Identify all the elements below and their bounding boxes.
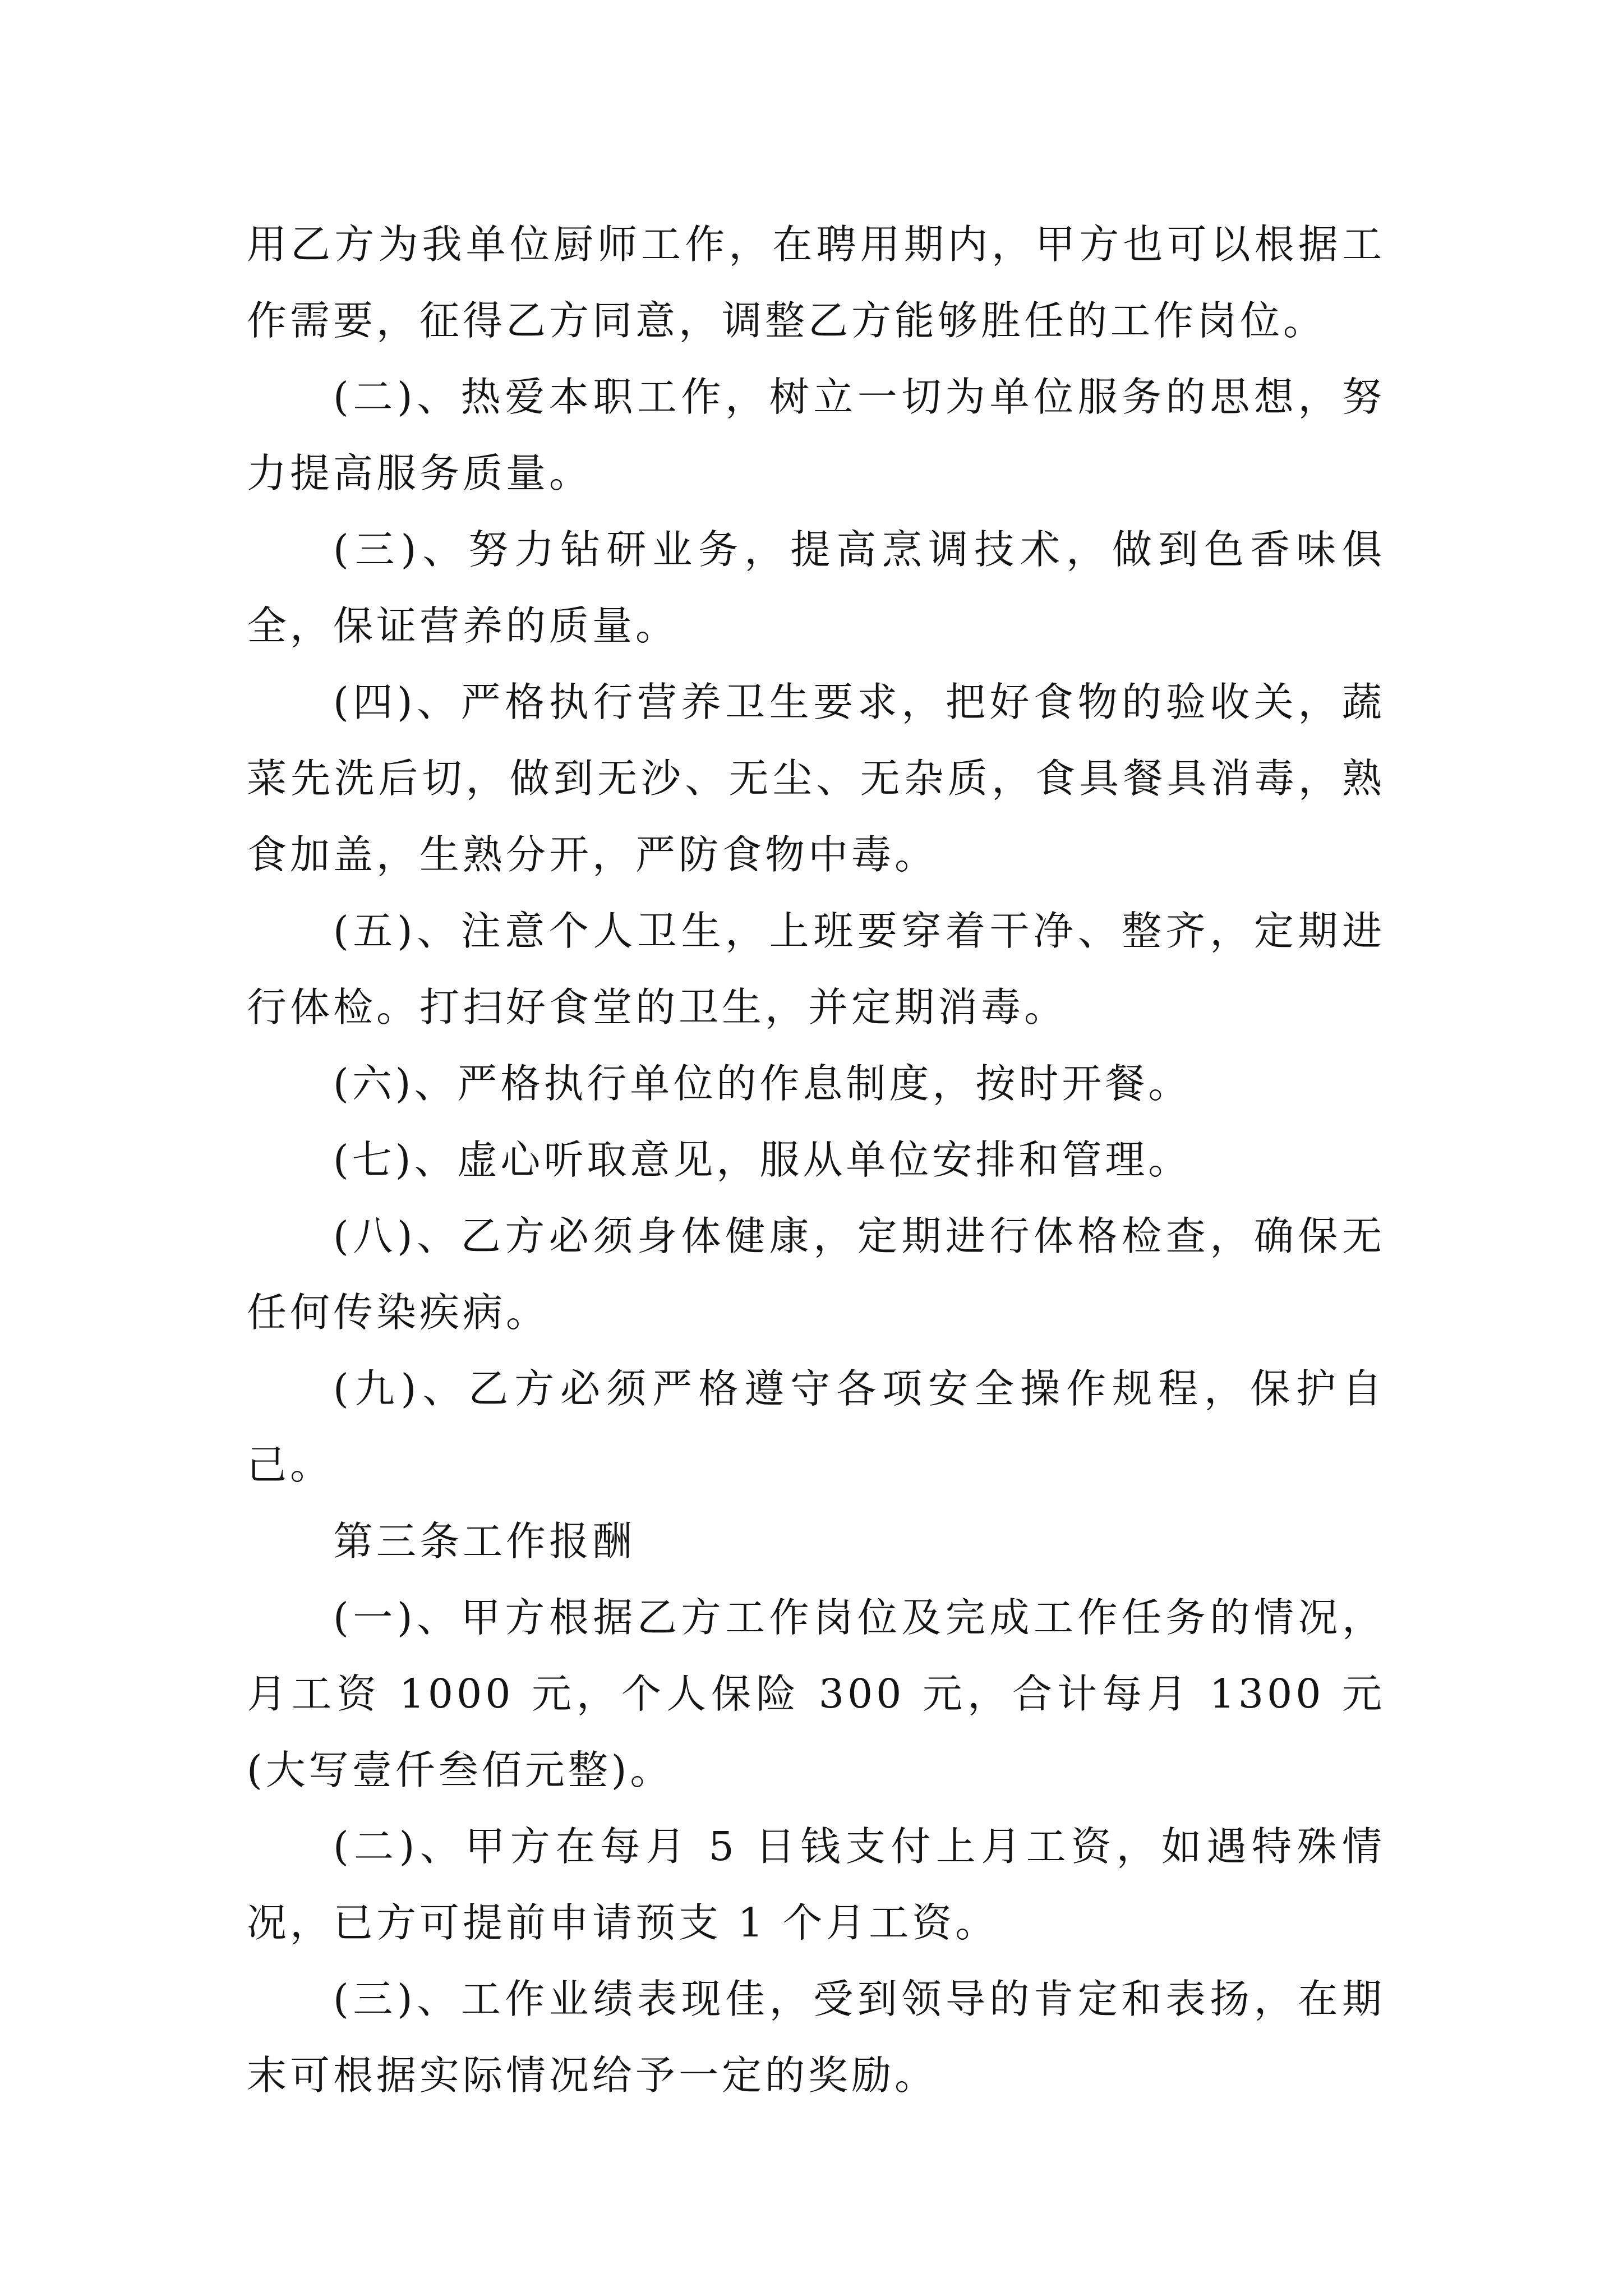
paragraph-clause-2-7: (七)、虚心听取意见，服从单位安排和管理。 <box>333 1137 1192 1183</box>
paragraph-clause-2-6: (六)、严格执行单位的作息制度，按时开餐。 <box>333 1060 1192 1107</box>
paragraph-clause-2-3: (三)、努力钻研业务，提高烹调技术，做到色香味俱全，保证营养的质量。 <box>247 526 1385 649</box>
document-body <box>247 206 1385 2114</box>
paragraph-clause-2-5: (五)、注意个人卫生，上班要穿着干净、整齐，定期进行体检。打扫好食堂的卫生，并定期消毒。 <box>247 908 1385 1030</box>
paragraph-clause-2-4: (四)、严格执行营养卫生要求，把好食物的验收关，蔬菜先洗后切，做到无沙、无尘、无杂质，食具餐具消毒，熟食加盖，生熟分开，严防食物中毒。 <box>247 679 1385 878</box>
paragraph-clause-2-8: (八)、乙方必须身体健康，定期进行体格检查，确保无任何传染疾病。 <box>247 1213 1385 1336</box>
paragraph-continuation: 用乙方为我单位厨师工作，在聘用期内，甲方也可以根据工作需要，征得乙方同意，调整乙方能够胜任的工作岗位。 <box>247 221 1385 344</box>
section-heading-article-3: 第三条工作报酬 <box>333 1518 636 1565</box>
paragraph-clause-2-2: (二)、热爱本职工作，树立一切为单位服务的思想，努力提高服务质量。 <box>247 374 1385 496</box>
paragraph-clause-3-2: (二)、甲方在每月 5 日钱支付上月工资，如遇特殊情况，已方可提前申请预支 1 个月工资。 <box>247 1823 1385 1946</box>
paragraph-clause-2-9: (九)、乙方必须严格遵守各项安全操作规程，保护自己。 <box>247 1365 1385 1488</box>
paragraph-clause-3-1: (一)、甲方根据乙方工作岗位及完成工作任务的情况，月工资 1000 元，个人保险 300 元，合计每月 1300 元(大写壹仟叁佰元整)。 <box>247 1594 1385 1793</box>
paragraph-clause-3-3: (三)、工作业绩表现佳，受到领导的肯定和表扬，在期末可根据实际情况给予一定的奖励。 <box>247 1976 1385 2099</box>
